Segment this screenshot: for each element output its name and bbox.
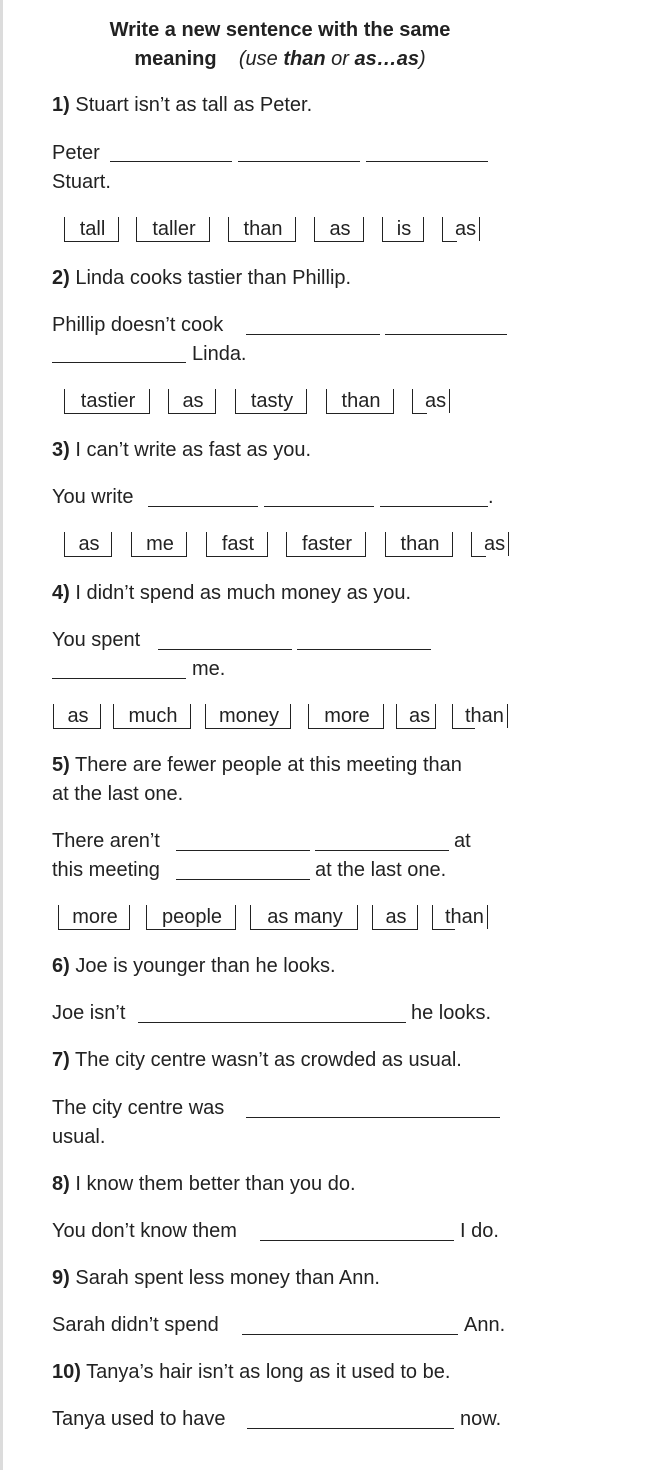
q5-prompt-mid: at xyxy=(454,830,471,852)
q10-prompt: Tanya used to have xyxy=(52,1408,226,1430)
q6-blank[interactable] xyxy=(138,1022,406,1023)
question-8: 8) I know them better than you do. xyxy=(52,1173,356,1195)
q1-blank-1[interactable] xyxy=(110,161,232,162)
worksheet-title-line1: Write a new sentence with the same xyxy=(109,19,451,41)
worksheet-title-line2: meaning (use than or as…as) xyxy=(134,48,426,70)
question-5: 5) There are fewer people at this meeting than xyxy=(52,754,462,776)
q6-prompt-end: he looks. xyxy=(411,1002,492,1024)
word-chip[interactable]: than xyxy=(432,905,488,929)
word-chip[interactable]: me xyxy=(131,532,187,556)
question-9: 9) Sarah spent less money than Ann. xyxy=(52,1267,380,1289)
question-10: 10) Tanya’s hair isn’t as long as it used to be. xyxy=(52,1361,451,1383)
question-4: 4) I didn’t spend as much money as you. xyxy=(52,582,412,604)
word-chip[interactable]: than xyxy=(326,389,394,413)
word-chip[interactable]: as xyxy=(412,389,450,413)
word-chip[interactable]: as xyxy=(372,905,418,929)
q1-prompt: Peter xyxy=(52,142,100,164)
q5-word-bank xyxy=(0,905,664,931)
q6-prompt: Joe isn’t xyxy=(52,1002,126,1024)
q8-prompt: You don’t know them xyxy=(52,1220,237,1242)
q9-blank[interactable] xyxy=(242,1334,458,1335)
word-chip[interactable]: as many xyxy=(250,905,358,929)
word-chip[interactable]: much xyxy=(113,704,191,728)
q5-prompt: There aren’t xyxy=(52,830,160,852)
title-instruction: (use than or as…as) xyxy=(238,48,426,70)
q2-word-bank xyxy=(0,389,664,415)
word-chip[interactable]: as xyxy=(53,704,101,728)
question-2: 2) Linda cooks tastier than Phillip. xyxy=(52,267,352,289)
word-chip[interactable]: more xyxy=(58,905,130,929)
q5-prompt-end: at the last one. xyxy=(315,859,447,881)
q3-blank-3[interactable] xyxy=(380,506,488,507)
word-chip[interactable]: as xyxy=(442,217,480,241)
q2-prompt: Phillip doesn’t cook xyxy=(52,314,224,336)
question-1: 1) Stuart isn’t as tall as Peter. xyxy=(52,94,313,116)
word-chip[interactable]: as xyxy=(168,389,216,413)
q4-prompt: You spent xyxy=(52,629,141,651)
q5-blank-2[interactable] xyxy=(315,850,449,851)
q2-blank-3[interactable] xyxy=(52,362,186,363)
word-chip[interactable]: money xyxy=(205,704,291,728)
word-chip[interactable]: is xyxy=(382,217,424,241)
word-chip[interactable]: as xyxy=(471,532,509,556)
q8-prompt-end: I do. xyxy=(460,1220,499,1242)
q1-word-bank xyxy=(0,217,664,243)
word-chip[interactable]: fast xyxy=(206,532,268,556)
word-chip[interactable]: as xyxy=(396,704,436,728)
question-6: 6) Joe is younger than he looks. xyxy=(52,955,336,977)
q5-blank-1[interactable] xyxy=(176,850,310,851)
q3-blank-1[interactable] xyxy=(148,506,258,507)
q3-prompt: You write xyxy=(52,486,134,508)
word-chip[interactable]: more xyxy=(308,704,384,728)
q7-blank[interactable] xyxy=(246,1117,500,1118)
word-chip[interactable]: than xyxy=(452,704,508,728)
word-chip[interactable]: as xyxy=(314,217,364,241)
word-chip[interactable]: as xyxy=(64,532,112,556)
q2-blank-2[interactable] xyxy=(385,334,507,335)
q1-blank-2[interactable] xyxy=(238,161,360,162)
q4-blank-3[interactable] xyxy=(52,678,186,679)
word-chip[interactable]: people xyxy=(146,905,236,929)
q2-prompt-end: Linda. xyxy=(192,343,247,365)
q5-blank-3[interactable] xyxy=(176,879,310,880)
q7-prompt: The city centre was xyxy=(52,1097,225,1119)
q10-prompt-end: now. xyxy=(460,1408,502,1430)
word-chip[interactable]: than xyxy=(385,532,453,556)
word-chip[interactable]: tall xyxy=(64,217,119,241)
q9-prompt: Sarah didn’t spend xyxy=(52,1314,219,1336)
word-chip[interactable]: tastier xyxy=(64,389,150,413)
question-5-continued: at the last one. xyxy=(52,783,184,805)
q4-prompt-end: me. xyxy=(192,658,226,680)
q10-blank[interactable] xyxy=(247,1428,454,1429)
word-chip[interactable]: than xyxy=(228,217,296,241)
question-7: 7) The city centre wasn’t as crowded as usual. xyxy=(52,1049,462,1071)
word-chip[interactable]: tasty xyxy=(235,389,307,413)
q2-blank-1[interactable] xyxy=(246,334,380,335)
q8-blank[interactable] xyxy=(260,1240,454,1241)
q4-blank-2[interactable] xyxy=(297,649,431,650)
q1-blank-3[interactable] xyxy=(366,161,488,162)
word-chip[interactable]: taller xyxy=(136,217,210,241)
q3-word-bank xyxy=(0,532,664,558)
q4-blank-1[interactable] xyxy=(158,649,292,650)
q3-blank-2[interactable] xyxy=(264,506,374,507)
word-chip[interactable]: faster xyxy=(286,532,366,556)
question-3: 3) I can’t write as fast as you. xyxy=(52,439,312,461)
q5-prompt-line2: this meeting xyxy=(52,859,160,881)
q9-prompt-end: Ann. xyxy=(464,1314,506,1336)
q7-prompt-end: usual. xyxy=(52,1126,106,1148)
q3-period: . xyxy=(488,486,494,508)
q1-prompt-end: Stuart. xyxy=(52,171,111,193)
q4-word-bank xyxy=(0,704,664,730)
